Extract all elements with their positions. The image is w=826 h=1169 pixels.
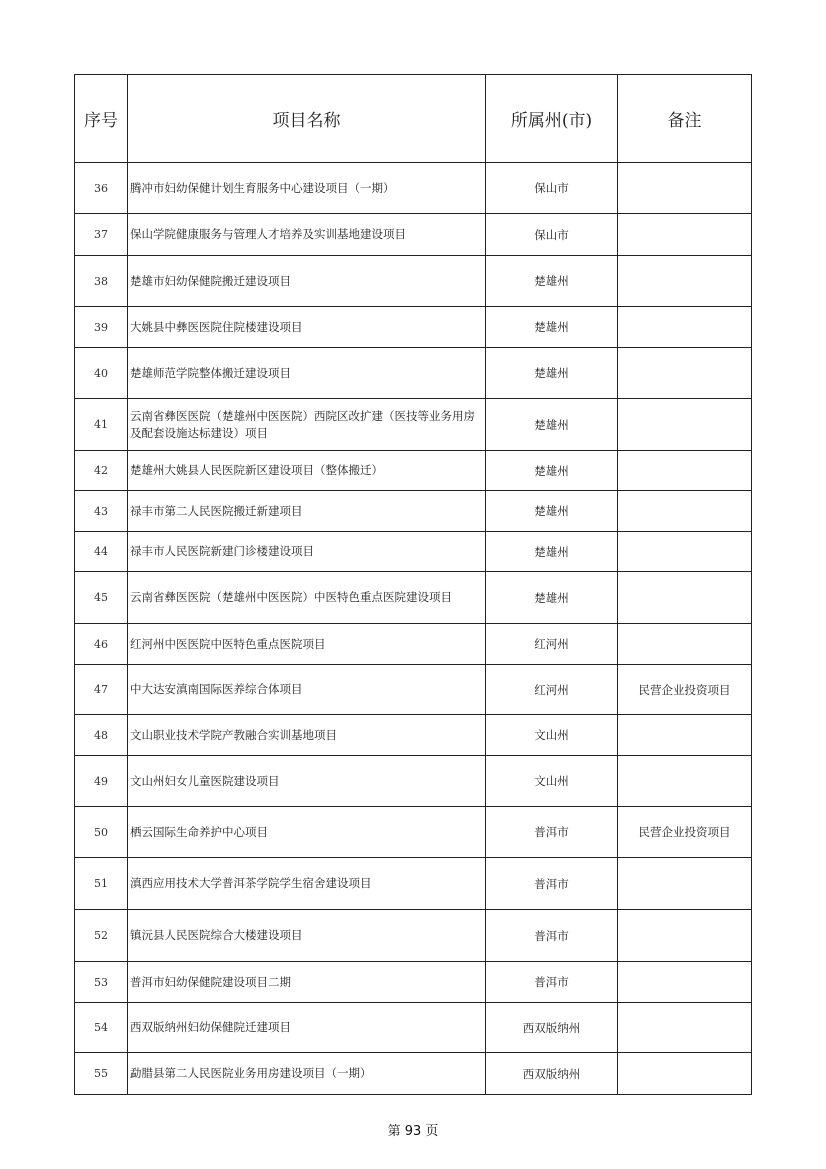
cell-note [618, 307, 752, 348]
cell-prefecture: 楚雄州 [486, 399, 618, 451]
cell-prefecture: 普洱市 [486, 962, 618, 1003]
cell-note [618, 962, 752, 1003]
table-row [75, 807, 752, 858]
cell-project-name: 西双版纳州妇幼保健院迁建项目 [128, 1003, 486, 1053]
header-project-name: 项目名称 [128, 75, 486, 163]
cell-prefecture: 楚雄州 [486, 491, 618, 532]
cell-no: 43 [75, 491, 128, 532]
cell-no: 36 [75, 163, 128, 214]
table-row [75, 214, 752, 256]
header-prefecture: 所属州(市) [486, 75, 618, 163]
cell-note [618, 624, 752, 665]
cell-prefecture: 文山州 [486, 715, 618, 756]
cell-project-name: 楚雄市妇幼保健院搬迁建设项目 [128, 256, 486, 307]
cell-no: 41 [75, 399, 128, 451]
table-header-row [75, 75, 752, 163]
cell-no: 49 [75, 756, 128, 807]
cell-project-name: 文山职业技术学院产教融合实训基地项目 [128, 715, 486, 756]
cell-prefecture: 红河州 [486, 624, 618, 665]
cell-note [618, 348, 752, 399]
cell-prefecture: 保山市 [486, 163, 618, 214]
cell-project-name: 禄丰市第二人民医院搬迁新建项目 [128, 491, 486, 532]
cell-prefecture: 楚雄州 [486, 572, 618, 624]
header-no: 序号 [75, 75, 128, 163]
table-row [75, 962, 752, 1003]
cell-prefecture: 楚雄州 [486, 532, 618, 572]
table-row [75, 399, 752, 451]
cell-note [618, 572, 752, 624]
table-row [75, 256, 752, 307]
cell-note [618, 1003, 752, 1053]
cell-no: 54 [75, 1003, 128, 1053]
table-row [75, 348, 752, 399]
cell-prefecture: 普洱市 [486, 807, 618, 858]
cell-project-name: 云南省彝医医院（楚雄州中医医院）西院区改扩建（医技等业务用房及配套设施达标建设）项目 [128, 399, 486, 451]
table-row [75, 624, 752, 665]
table-row [75, 451, 752, 491]
cell-prefecture: 楚雄州 [486, 348, 618, 399]
cell-note [618, 1053, 752, 1095]
header-note: 备注 [618, 75, 752, 163]
cell-no: 44 [75, 532, 128, 572]
cell-no: 38 [75, 256, 128, 307]
cell-no: 39 [75, 307, 128, 348]
cell-note: 民营企业投资项目 [618, 665, 752, 715]
cell-note [618, 756, 752, 807]
table-row [75, 1053, 752, 1095]
project-table [74, 74, 752, 1095]
cell-project-name: 禄丰市人民医院新建门诊楼建设项目 [128, 532, 486, 572]
cell-note [618, 532, 752, 572]
table-row [75, 491, 752, 532]
table-row [75, 1003, 752, 1053]
cell-note [618, 491, 752, 532]
cell-project-name: 文山州妇女儿童医院建设项目 [128, 756, 486, 807]
cell-note [618, 715, 752, 756]
cell-project-name: 腾冲市妇幼保健计划生育服务中心建设项目（一期） [128, 163, 486, 214]
cell-note [618, 910, 752, 962]
cell-project-name: 普洱市妇幼保健院建设项目二期 [128, 962, 486, 1003]
cell-prefecture: 普洱市 [486, 858, 618, 910]
cell-prefecture: 文山州 [486, 756, 618, 807]
table-row [75, 532, 752, 572]
table-row [75, 756, 752, 807]
cell-no: 50 [75, 807, 128, 858]
cell-no: 48 [75, 715, 128, 756]
cell-project-name: 栖云国际生命养护中心项目 [128, 807, 486, 858]
cell-prefecture: 保山市 [486, 214, 618, 256]
cell-project-name: 滇西应用技术大学普洱茶学院学生宿舍建设项目 [128, 858, 486, 910]
cell-project-name: 云南省彝医医院（楚雄州中医医院）中医特色重点医院建设项目 [128, 572, 486, 624]
cell-note [618, 256, 752, 307]
cell-no: 55 [75, 1053, 128, 1095]
cell-project-name: 楚雄州大姚县人民医院新区建设项目（整体搬迁） [128, 451, 486, 491]
table-row [75, 910, 752, 962]
cell-no: 42 [75, 451, 128, 491]
cell-prefecture: 楚雄州 [486, 451, 618, 491]
table-row [75, 858, 752, 910]
cell-project-name: 勐腊县第二人民医院业务用房建设项目（一期） [128, 1053, 486, 1095]
cell-note: 民营企业投资项目 [618, 807, 752, 858]
cell-project-name: 楚雄师范学院整体搬迁建设项目 [128, 348, 486, 399]
cell-prefecture: 西双版纳州 [486, 1003, 618, 1053]
cell-project-name: 保山学院健康服务与管理人才培养及实训基地建设项目 [128, 214, 486, 256]
cell-no: 45 [75, 572, 128, 624]
cell-prefecture: 楚雄州 [486, 256, 618, 307]
cell-prefecture: 普洱市 [486, 910, 618, 962]
table-row [75, 163, 752, 214]
cell-note [618, 163, 752, 214]
table-row [75, 715, 752, 756]
cell-prefecture: 红河州 [486, 665, 618, 715]
cell-no: 37 [75, 214, 128, 256]
cell-note [618, 451, 752, 491]
cell-prefecture: 楚雄州 [486, 307, 618, 348]
cell-no: 40 [75, 348, 128, 399]
cell-no: 52 [75, 910, 128, 962]
cell-no: 47 [75, 665, 128, 715]
cell-prefecture: 西双版纳州 [486, 1053, 618, 1095]
table-row [75, 572, 752, 624]
cell-note [618, 399, 752, 451]
table-row [75, 307, 752, 348]
cell-project-name: 镇沅县人民医院综合大楼建设项目 [128, 910, 486, 962]
cell-project-name: 红河州中医医院中医特色重点医院项目 [128, 624, 486, 665]
cell-note [618, 214, 752, 256]
cell-project-name: 中大达安滇南国际医养综合体项目 [128, 665, 486, 715]
cell-no: 46 [75, 624, 128, 665]
cell-no: 53 [75, 962, 128, 1003]
cell-project-name: 大姚县中彝医医院住院楼建设项目 [128, 307, 486, 348]
cell-note [618, 858, 752, 910]
cell-no: 51 [75, 858, 128, 910]
page-number: 第 93 页 [387, 1124, 439, 1139]
table-row [75, 665, 752, 715]
